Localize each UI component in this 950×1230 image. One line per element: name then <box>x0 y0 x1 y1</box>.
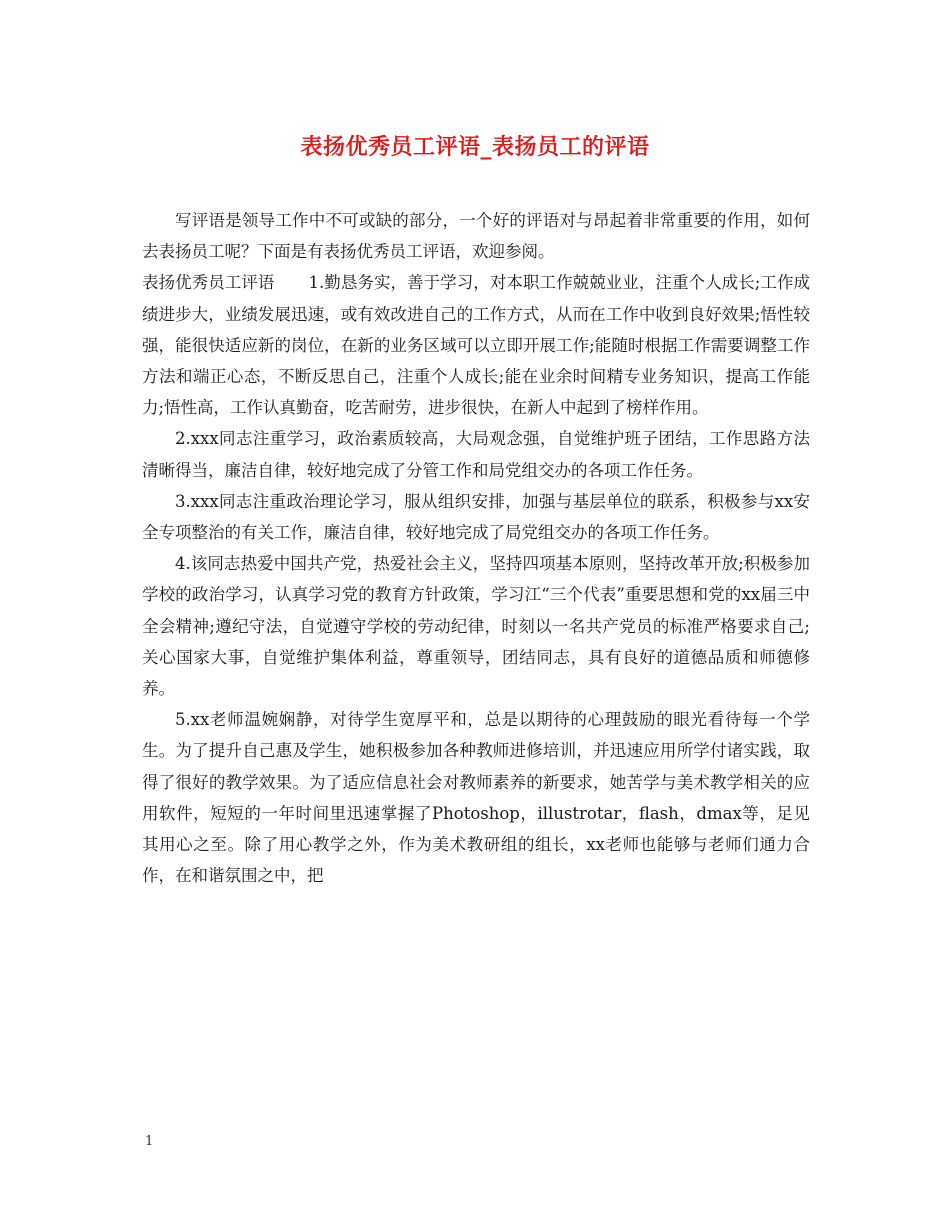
document-body <box>142 205 810 891</box>
item-paragraph-5: 5.xx老师温婉娴静，对待学生宽厚平和，总是以期待的心理鼓励的眼光看待每一个学生。为了提升自己惠及学生，她积极参加各种教师进修培训，并迅速应用所学付诸实践，取得了很好的教学效果。为了适应信息社会对教师素养的新要求，她苦学与美术教学相关的应用软件，短短的一年时间里迅速掌握了Photoshop，illustrotar，flash，dmax等，足见其用心之至。除了用心教学之外，作为美术教研组的组长，xx老师也能够与老师们通力合作，在和谐氛围之中，把 <box>142 710 810 886</box>
section-label: 表扬优秀员工评语 <box>142 273 275 293</box>
page-number: 1 <box>145 1134 154 1149</box>
first-item-paragraph <box>142 267 810 423</box>
item-text-1: 1.勤恳务实，善于学习，对本职工作兢兢业业，注重个人成长;工作成绩进步大，业绩发展迅速，或有效改进自己的工作方式，从而在工作中收到良好效果;悟性较强，能很快适应新的岗位，在新的业务区域可以立即开展工作;能随时根据工作需要调整工作方法和端正心态，不断反思自己，注重个人成长;能在业余时间精专业务知识，提高工作能力;悟性高，工作认真勤奋，吃苦耐劳，进步很快，在新人中起到了榜样作用。 <box>142 273 810 418</box>
intro-paragraph: 写评语是领导工作中不可或缺的部分，一个好的评语对与昂起着非常重要的作用，如何去表扬员工呢？下面是有表扬优秀员工评语，欢迎参阅。 <box>142 211 810 262</box>
item-paragraph-4: 4.该同志热爱中国共产党，热爱社会主义，坚持四项基本原则，坚持改革开放;积极参加学校的政治学习，认真学习党的教育方针政策，学习江“三个代表”重要思想和党的xx届三中全会精神;遵纪守法，自觉遵守学校的劳动纪律，时刻以一名共产党员的标准严格要求自己;关心国家大事，自觉维护集体利益，尊重领导，团结同志，具有良好的道德品质和师德修养。 <box>142 554 810 699</box>
item-paragraph-3: 3.xxx同志注重政治理论学习，服从组织安排，加强与基层单位的联系，积极参与xx安全专项整治的有关工作，廉洁自律，较好地完成了局党组交办的各项工作任务。 <box>142 491 810 543</box>
page-title: 表扬优秀员工评语_表扬员工的评语 <box>300 135 650 160</box>
item-paragraph-2: 2.xxx同志注重学习，政治素质较高，大局观念强，自觉维护班子团结，工作思路方法清晰得当，廉洁自律，较好地完成了分管工作和局党组交办的各项工作任务。 <box>142 429 810 480</box>
